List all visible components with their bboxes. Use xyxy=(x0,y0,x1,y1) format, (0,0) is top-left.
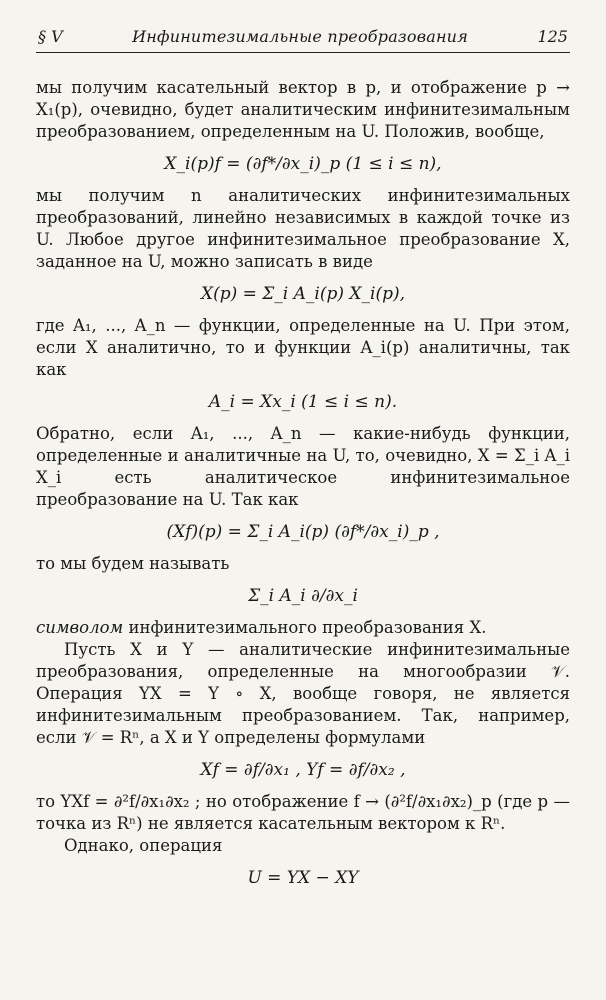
paragraph-6-text: инфинитезимального преобразования X. xyxy=(123,618,487,637)
paragraph-7: Пусть X и Y — аналитические инфинитезимальные преобразования, определенные на многообразии 𝒱. Операция YX = Y ∘ X, вообще говоря, не является инфинитезимальным преобразованием. Так, например, если 𝒱 = Rⁿ, а X и Y определены формулами xyxy=(36,640,570,747)
paragraph-4: Обратно, если A₁, ..., A_n — какие-нибудь функции, определенные и аналитичные на U, то, очевидно, X = Σ_i A_i X_i есть аналитическое инфинитезимальное преобразование на U. Так как xyxy=(36,424,570,509)
paragraph-2: мы получим n аналитических инфинитезимальных преобразований, линейно независимых в каждой точке из U. Любое другое инфинитезимальное преобразование X, заданное на U, можно записать в виде xyxy=(36,186,570,271)
running-header xyxy=(36,26,570,53)
formula-6: Xf = ∂f/∂x₁ , Yf = ∂f/∂x₂ , xyxy=(200,760,406,780)
formula-4: (Xf)(p) = Σ_i A_i(p) (∂f*/∂x_i)_p , xyxy=(166,522,440,542)
paragraph-9: Однако, операция xyxy=(64,836,223,855)
formula-1: X_i(p)f = (∂f*/∂x_i)_p (1 ≤ i ≤ n), xyxy=(164,154,442,174)
paragraph-5: то мы будем называть xyxy=(36,554,230,573)
formula-3: A_i = Xx_i (1 ≤ i ≤ n). xyxy=(208,392,398,412)
formula-5: Σ_i A_i ∂/∂x_i xyxy=(248,586,358,606)
running-title: Инфинитезимальные преобразования xyxy=(132,27,468,46)
term-symbol: символом xyxy=(36,618,124,637)
paragraph-8: то YXf = ∂²f/∂x₁∂x₂ ; но отображение f → (∂²f/∂x₁∂x₂)_p (где p — точка из Rⁿ) не является касательным вектором к Rⁿ. xyxy=(36,792,570,833)
formula-2: X(p) = Σ_i A_i(p) X_i(p), xyxy=(200,284,406,304)
page-number: 125 xyxy=(537,27,568,46)
section-number: § V xyxy=(38,27,63,46)
paragraph-3: где A₁, ..., A_n — функции, определенные на U. При этом, если X аналитично, то и функции A_i(p) аналитичны, так как xyxy=(36,316,570,379)
paragraph-6 xyxy=(36,617,570,639)
formula-7: U = YX − XY xyxy=(247,868,359,888)
paragraph-1: мы получим касательный вектор в p, и отображение p → X₁(p), очевидно, будет аналитическим инфинитезимальным преобразованием, определенным на U. Положив, вообще, xyxy=(36,78,570,141)
